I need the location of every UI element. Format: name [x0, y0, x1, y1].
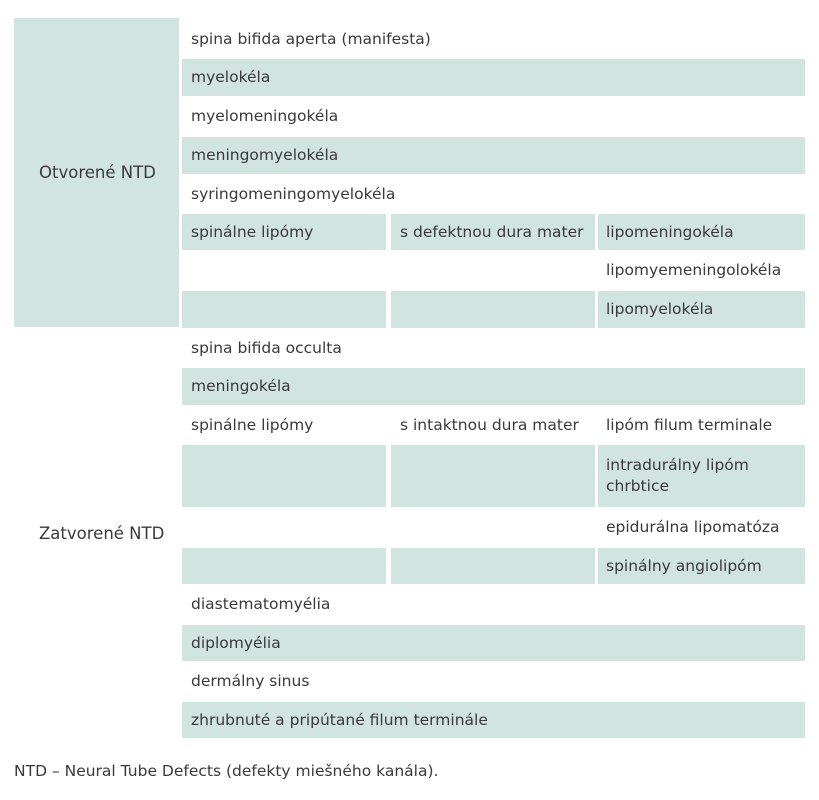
table-cell [182, 548, 386, 584]
table-row [182, 98, 805, 135]
table-row [182, 663, 805, 700]
table-cell [391, 548, 595, 584]
table-cell: lipomeningokéla [598, 214, 805, 250]
table-row [182, 214, 805, 250]
table-cell: spinálne lipómy [182, 214, 386, 250]
table-row [182, 702, 805, 738]
table-row [182, 548, 805, 584]
table-cell: spinálne lipómy [191, 415, 314, 434]
table-cell: diplomyélia [182, 625, 805, 661]
table-cell: myelomeningokéla [191, 107, 339, 125]
table-row [182, 586, 805, 623]
table-cell [182, 291, 386, 328]
table-row [182, 330, 805, 366]
table-cell: lipomyemeningolokéla [606, 261, 782, 279]
table-cell: s defektnou dura mater [391, 214, 595, 250]
table-row [182, 445, 805, 507]
table-cell: meningokéla [182, 368, 805, 405]
table-cell: spina bifida occulta [191, 338, 342, 357]
category-label: Otvorené NTD [39, 163, 156, 182]
category-open-ntd [14, 18, 179, 327]
table-cell: lipomyelokéla [598, 291, 805, 328]
footnote: NTD – Neural Tube Defects (defekty miešného kanála). [14, 762, 439, 780]
table-row [182, 252, 805, 289]
table-cell [182, 445, 386, 507]
table-row [182, 176, 805, 213]
table-cell: lipóm filum terminale [606, 415, 773, 434]
table-cell: diastematomyélia [191, 595, 331, 613]
table-row [182, 368, 805, 405]
table-cell: s intaktnou dura mater [400, 415, 579, 434]
table-cell: meningomyelokéla [182, 137, 805, 174]
table-cell [391, 445, 595, 507]
table-row [182, 137, 805, 174]
table-row [182, 291, 805, 328]
table-row [182, 21, 805, 57]
table-row [182, 407, 805, 443]
table-cell: syringomeningomyelokéla [191, 185, 396, 203]
table-cell: epidurálna lipomatóza [606, 518, 780, 536]
table-cell: spinálny angiolipóm [598, 548, 805, 584]
table-cell [391, 291, 595, 328]
table-row [182, 625, 805, 661]
table-cell: myelokéla [182, 59, 805, 96]
table-row [182, 59, 805, 96]
category-label: Zatvorené NTD [39, 523, 165, 543]
category-closed-ntd [14, 329, 179, 737]
table-cell: intradurálny lipóm chrbtice [598, 445, 805, 507]
table-cell: spina bifida aperta (manifesta) [191, 29, 431, 48]
table-cell: zhrubnuté a pripútané filum terminále [182, 702, 805, 738]
table-row [182, 509, 805, 546]
table-cell: dermálny sinus [191, 672, 310, 690]
